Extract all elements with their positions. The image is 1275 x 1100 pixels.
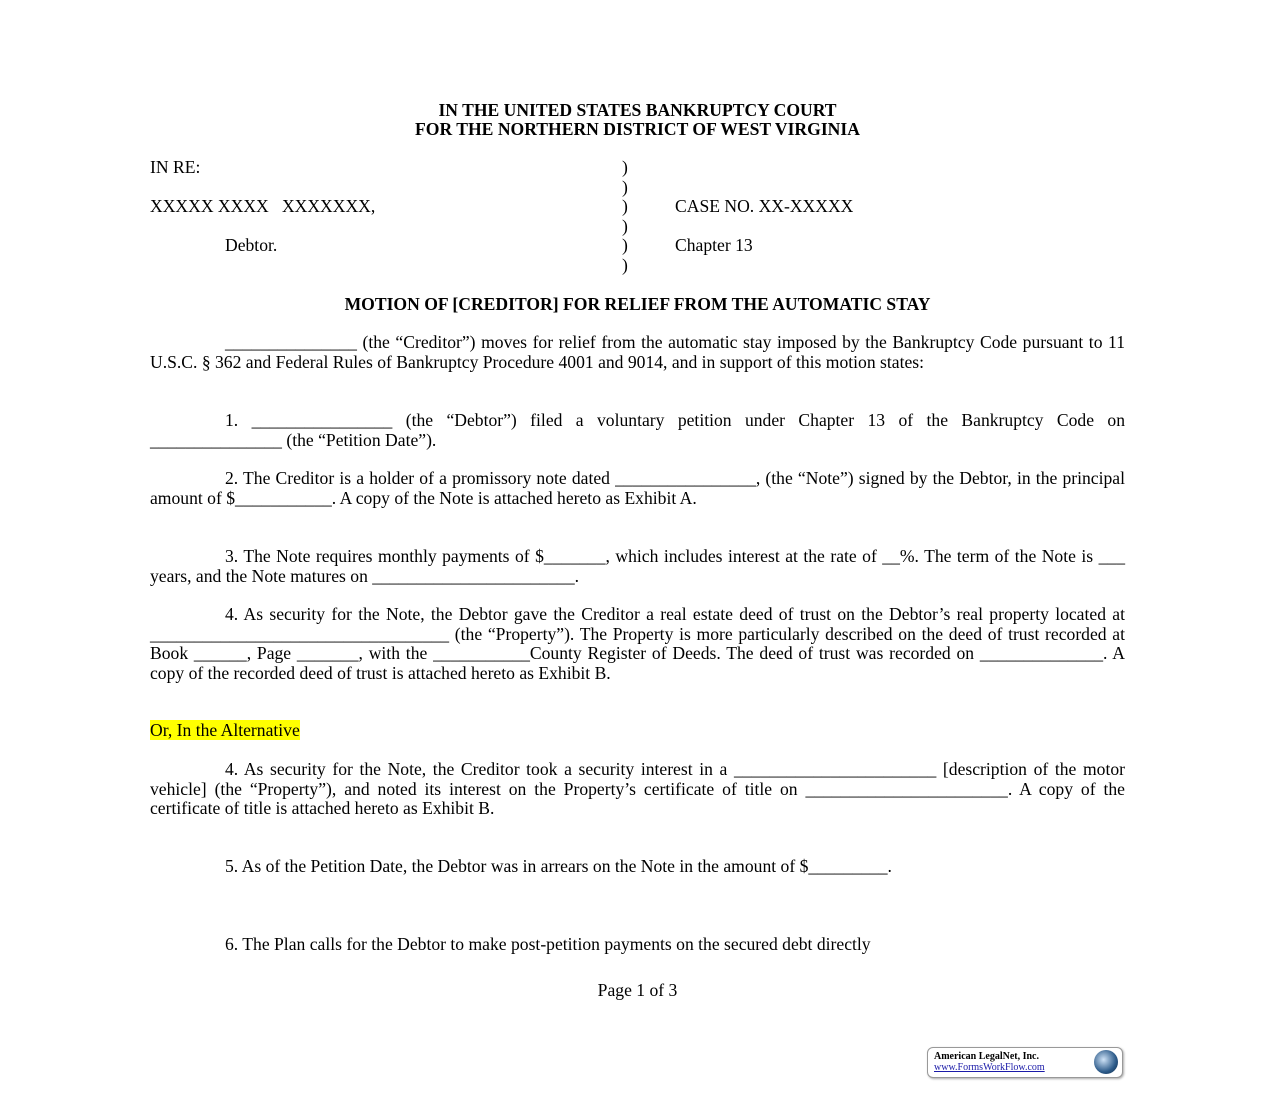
case-number: CASE NO. XX-XXXXX [675, 196, 854, 216]
paragraph-6: 6. The Plan calls for the Debtor to make post-petition payments on the secured debt directly [225, 934, 871, 954]
caption-paren: ) [622, 157, 628, 177]
motion-title: MOTION OF [CREDITOR] FOR RELIEF FROM THE AUTOMATIC STAY [344, 294, 931, 314]
paragraph-5: 5. As of the Petition Date, the Debtor was in arrears on the Note in the amount of $_________. [225, 856, 892, 876]
debtor-label: Debtor. [225, 235, 278, 255]
caption-paren: ) [622, 255, 628, 275]
caption-paren: ) [622, 177, 628, 197]
paragraph-1: 1. ________________ (the “Debtor”) filed a voluntary petition under Chapter 13 of the Bankruptcy Code on _______________ (the “Petition Date”). [150, 410, 1125, 450]
debtor-name: XXXXX XXXX XXXXXXX, [150, 196, 376, 216]
paragraph-4-alternative: 4. As security for the Note, the Creditor took a security interest in a _______________________ [description of the motor vehicle] (the “Property”), and noted its interest on the Property’s certificate of title on _______________________. A copy of the certificate of title is attached hereto as Exhibit B. [150, 759, 1125, 818]
alternative-heading: Or, In the Alternative [150, 720, 300, 740]
logo-company: American LegalNet, Inc. [934, 1051, 1039, 1062]
intro-paragraph: _______________ (the “Creditor”) moves for relief from the automatic stay imposed by the Bankruptcy Code pursuant to 11 U.S.C. § 362 and Federal Rules of Bankruptcy Procedure 4001 and 9014, and in support of this motion states: [150, 332, 1125, 372]
court-heading-line1: IN THE UNITED STATES BANKRUPTCY COURT [438, 100, 837, 120]
logo-url-link[interactable]: www.FormsWorkFlow.com [934, 1062, 1045, 1073]
page-number: Page 1 of 3 [597, 980, 678, 1000]
in-re-label: IN RE: [150, 157, 201, 177]
paragraph-3: 3. The Note requires monthly payments of $_______, which includes interest at the rate of __%. The term of the Note is ___ years, and the Note matures on _______________________. [150, 546, 1125, 586]
globe-icon [1094, 1050, 1118, 1074]
paragraph-4: 4. As security for the Note, the Debtor gave the Creditor a real estate deed of trust on the Debtor’s real property located at __________________________________ (the “Property”). The Property is more particularly described on the deed of trust recorded at Book ______, Page _______, with the ___________County Register of Deeds. The deed of trust was recorded on ______________. A copy of the recorded deed of trust is attached hereto as Exhibit B. [150, 604, 1125, 683]
chapter: Chapter 13 [675, 235, 753, 255]
caption-paren: ) [622, 235, 628, 255]
caption-paren: ) [622, 216, 628, 236]
paragraph-2: 2. The Creditor is a holder of a promissory note dated ________________, (the “Note”) signed by the Debtor, in the principal amount of $___________. A copy of the Note is attached hereto as Exhibit A. [150, 468, 1125, 508]
caption-paren: ) [622, 196, 628, 216]
american-legalnet-logo[interactable] [927, 1047, 1123, 1078]
court-heading-line2: FOR THE NORTHERN DISTRICT OF WEST VIRGINIA [415, 119, 860, 139]
